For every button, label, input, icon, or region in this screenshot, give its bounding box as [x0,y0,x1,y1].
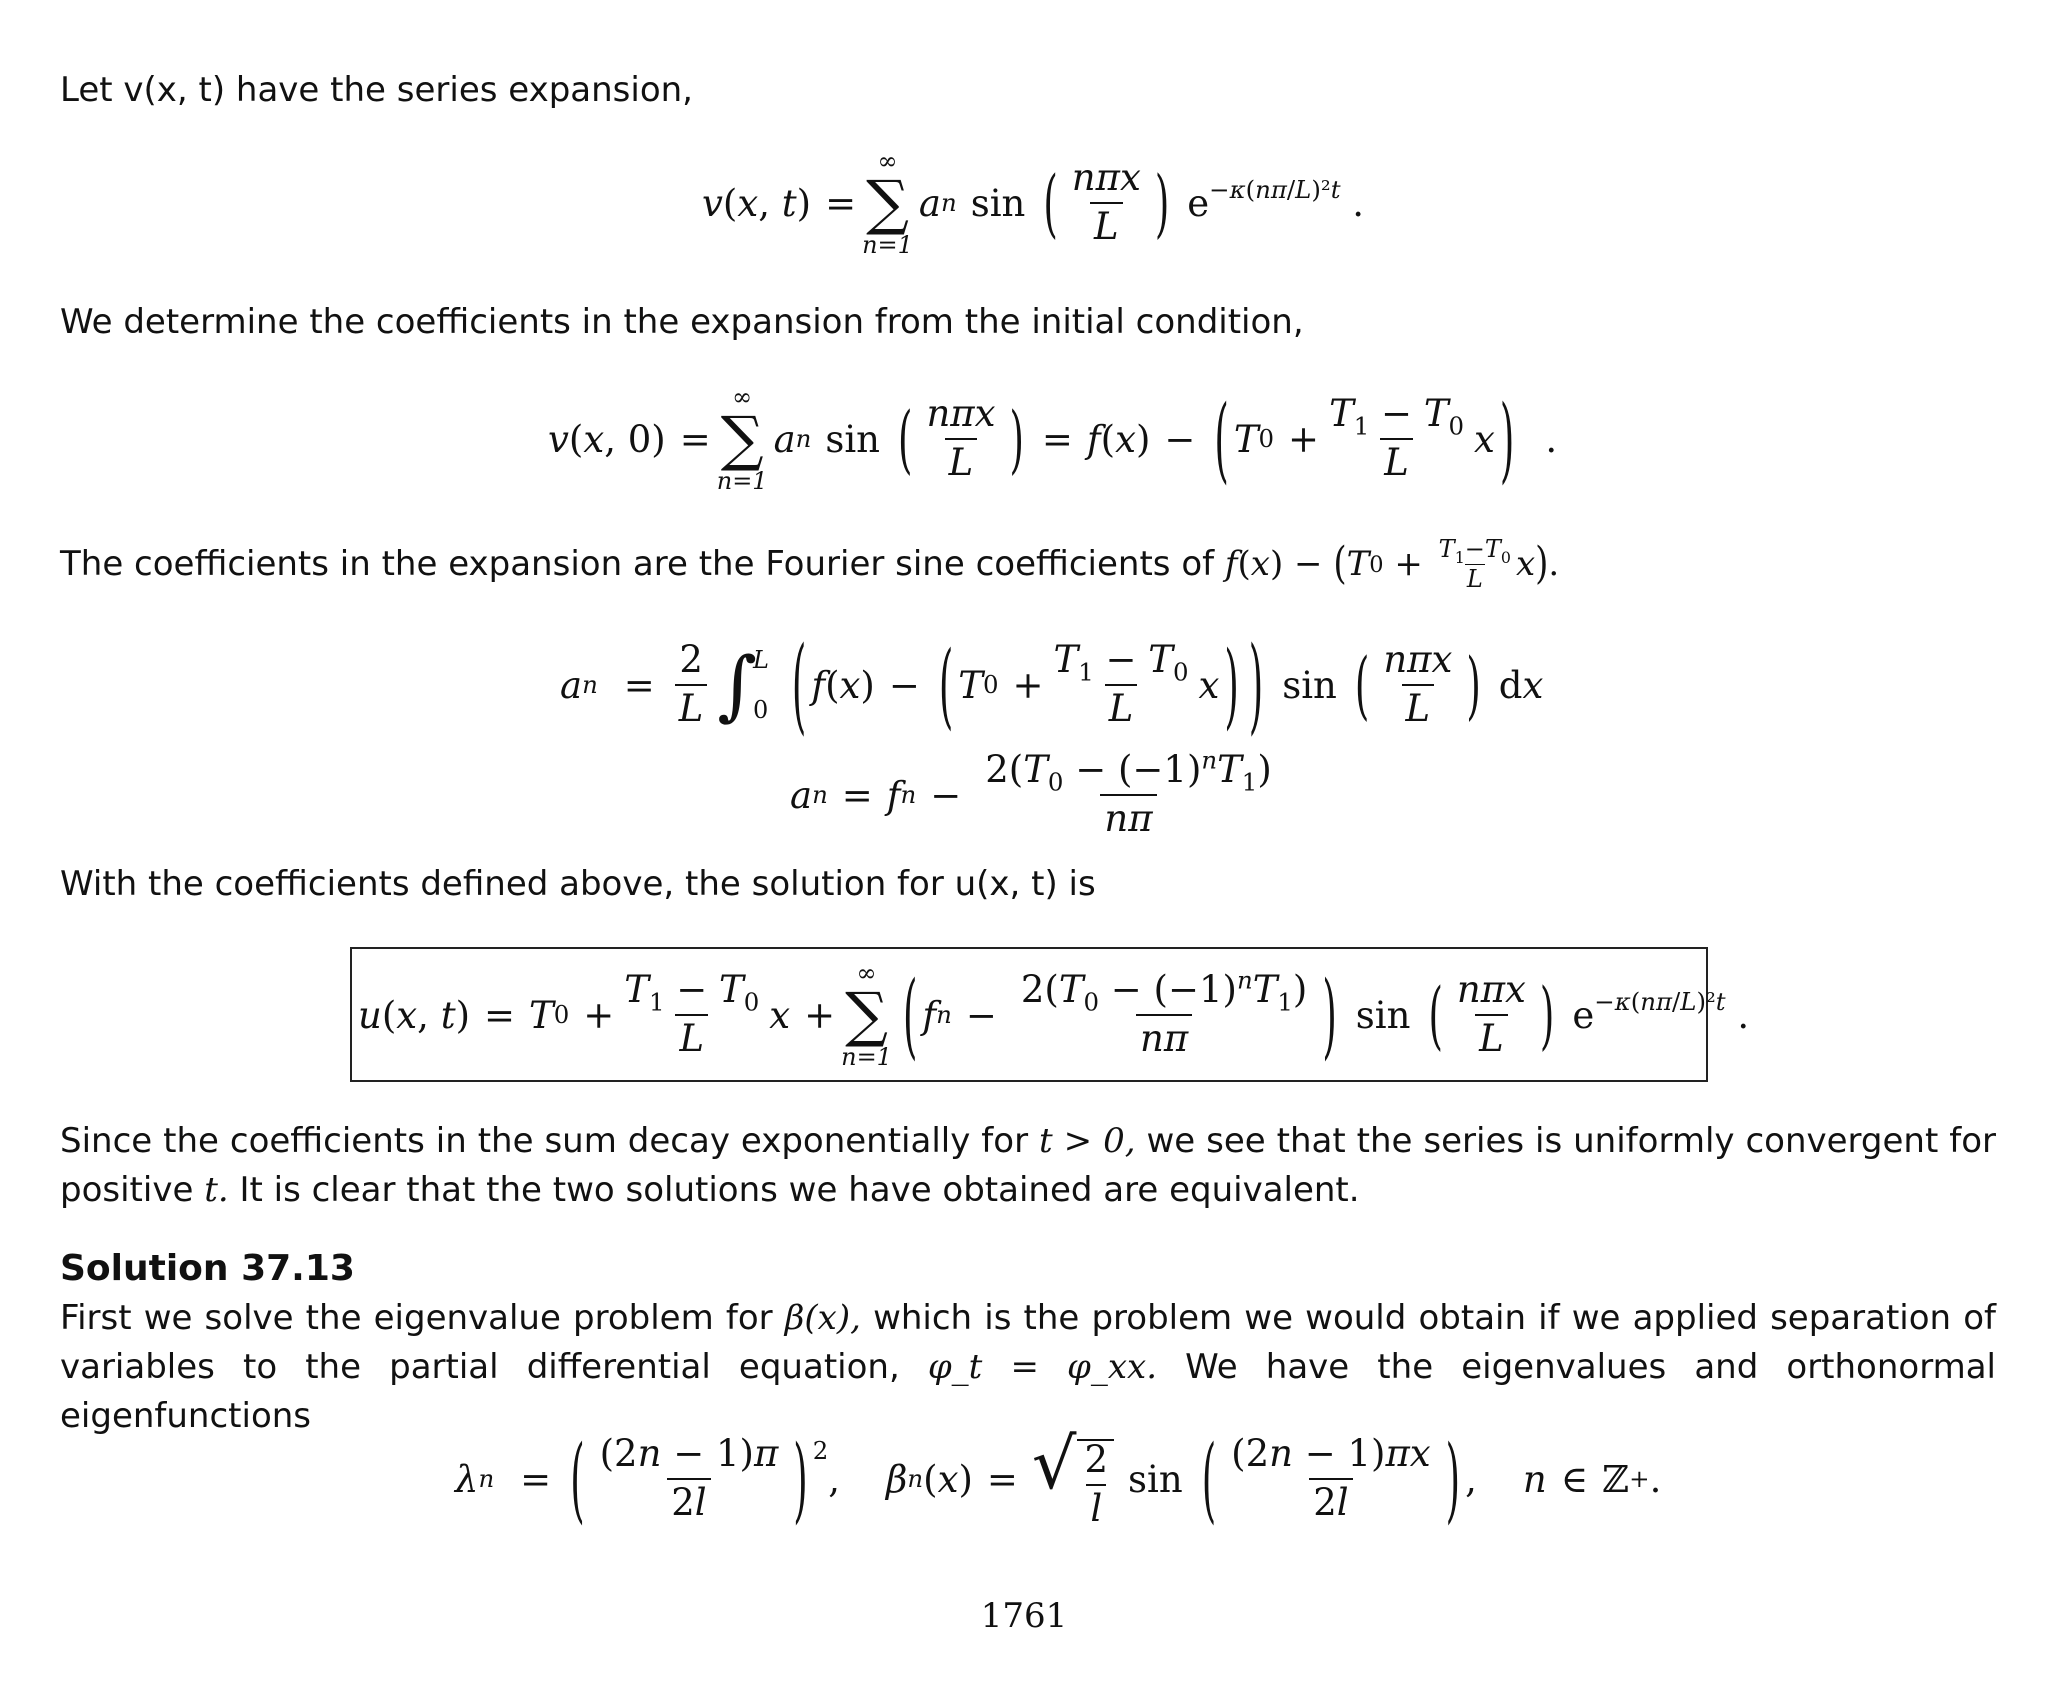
paragraph-uniform-convergence: Since the coefficients in the sum decay exponentially for t > 0, we see that the series is uniformly convergent for positive t. It is clear that the two solutions we have obtained are equivalent. [60,1121,1996,1210]
paragraph-eigenvalue-problem: First we solve the eigenvalue problem for β(x), which is the problem we would obtain if we applied separation of variables to the partial differential equation, φ_t = φ_xx. We have the eigenvalues and orthonormal eigenfunctions [60,1298,1996,1436]
equation-initial-condition: v ( x , 0) = ∞ ∑ n=1 a n sin ( $\frac{\text{nπx}}{L}$ ) = f ( x ) − ( T 0 + $\frac{T_1 - T_0}{L}$ x ) . [548,383,1558,495]
equation-eigenvalues: λ n = ( $\frac{(2n - 1)\pi}{2l}$ ) 2 , β n ( x ) = √ $\frac{2}{l}$ sin ( $\frac{(2n - 1)\pi x}{2l}$ ) , n ∈ ℤ + . [455,1423,1662,1533]
paragraph-solution-intro: With the coefficients defined above, the solution for u(x, t) is [60,864,1096,904]
equation-an-closed-form: a n = f n − $\frac{2(T_0 - (-1)^nT_1)}{n\pi}$ [790,745,1272,840]
paragraph-intro: Let v(x, t) have the series expansion, [60,70,693,110]
paragraph-fourier-coefficients: The coefficients in the expansion are the Fourier sine coefficients of f ( x ) − ( T 0 + $\frac{T_1-T_0}{L}$ x ) . [60,535,1560,594]
equation-boxed-solution: u ( x , t ) = T 0 + $\frac{T_1 - T_0}{L}$ x + ∞ ∑ n=1 ( f n − $\frac{2(T_0 - (-1)^nT_1)}{n\pi}$ ) sin ( $\frac{\text{nπx}}{L}$ ) e −κ(nπ/L)²t . [358,959,1750,1071]
paragraph-determine-coefficients: We determine the coefficients in the expansion from the initial condition, [60,302,1304,342]
equation-an-integral: a n = $\frac{2}{L}$ ∫ L 0 ( f ( x ) − ( T 0 + $\frac{T_1 - T_0}{L}$ x ) ) sin ( $\frac{\text{nπx}}{L}$ ) d x [560,624,1544,746]
equation-series-expansion: v ( x , t ) = ∞ ∑ n=1 a n sin ( $\frac{\text{nπx}}{L}$ ) e −κ(nπ/L)²t . [702,147,1365,259]
section-heading: Solution 37.13 [60,1248,355,1289]
page-number: 1761 [980,1596,1068,1636]
